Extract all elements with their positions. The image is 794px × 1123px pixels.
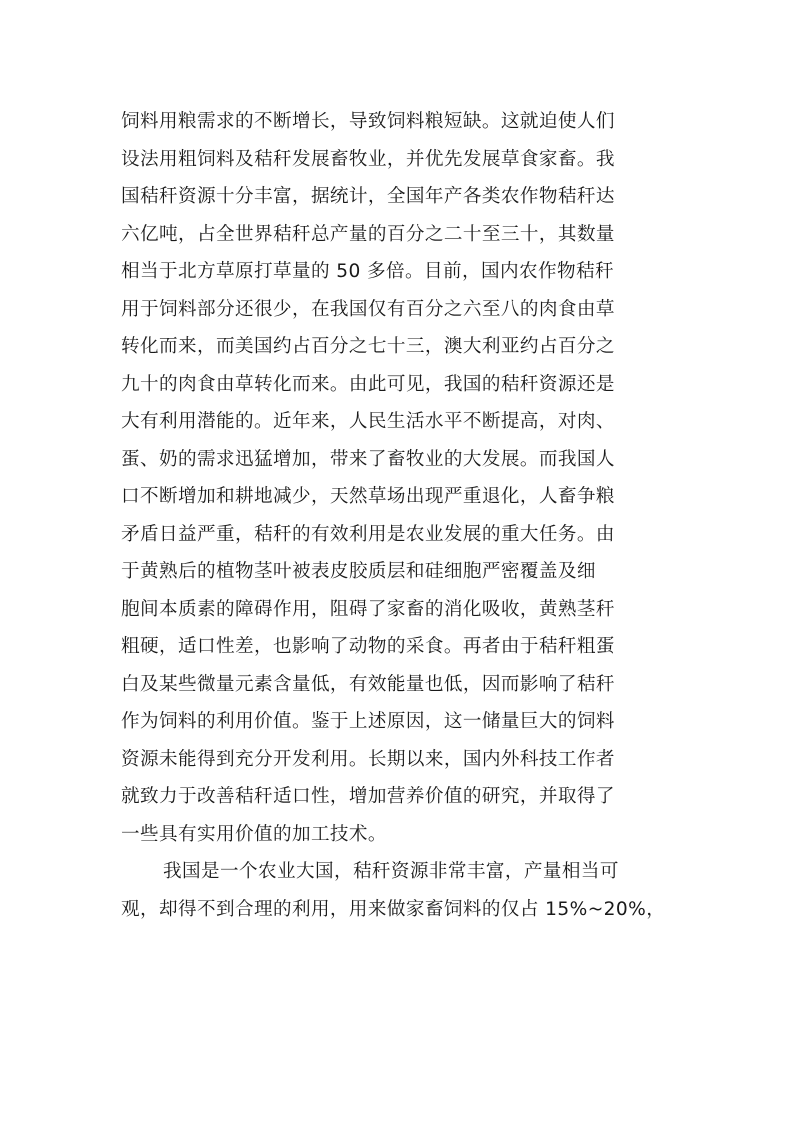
text-line: 九十的肉食由草转化而来。由此可见，我国的秸秆资源还是 — [121, 373, 615, 395]
text-line: 大有利用潜能的。近年来，人民生活水平不断提高，对肉、 — [121, 411, 615, 432]
text-line: 资源未能得到充分开发利用。长期以来，国内外科技工作者 — [121, 748, 615, 770]
text-line: 设法用粗饲料及秸秆发展畜牧业，并优先发展草食家畜。我 — [121, 148, 615, 170]
text-line: 口不断增加和耕地减少，天然草场出现严重退化，人畜争粮 — [121, 486, 615, 507]
text-line: 作为饲料的利用价值。鉴于上述原因，这一储量巨大的饲料 — [121, 711, 615, 732]
text-line: 转化而来，而美国约占百分之七十三，澳大利亚约占百分之 — [121, 336, 615, 357]
text-line: 矛盾日益严重，秸秆的有效利用是农业发展的重大任务。由 — [121, 523, 615, 545]
text-line: 一些具有实用价值的加工技术。 — [121, 823, 387, 845]
text-line: 粗硬，适口性差，也影响了动物的采食。再者由于秸秆粗蛋 — [121, 636, 615, 657]
paragraph-2 — [121, 853, 681, 928]
text-line: 观，却得不到合理的利用，用来做家畜饲料的仅占 15%~20%， — [121, 898, 666, 920]
body-text — [121, 103, 681, 928]
text-line: 就致力于改善秸秆适口性，增加营养价值的研究，并取得了 — [121, 786, 615, 807]
text-line: 相当于北方草原打草量的 50 多倍。目前，国内农作物秸秆 — [121, 261, 614, 282]
text-line: 国秸秆资源十分丰富，据统计，全国年产各类农作物秸秆达 — [121, 186, 615, 207]
text-line: 我国是一个农业大国，秸秆资源非常丰富，产量相当可 — [163, 861, 619, 882]
paragraph-1 — [121, 103, 681, 853]
text-line: 于黄熟后的植物茎叶被表皮胶质层和硅细胞严密覆盖及细 — [121, 561, 596, 582]
text-line: 白及某些微量元素含量低，有效能量也低，因而影响了秸秆 — [121, 673, 615, 695]
text-line: 用于饲料部分还很少，在我国仅有百分之六至八的肉食由草 — [121, 298, 615, 320]
text-line: 胞间本质素的障碍作用，阻碍了家畜的消化吸收，黄熟茎秆 — [121, 598, 615, 620]
text-line: 蛋、奶的需求迅猛增加，带来了畜牧业的大发展。而我国人 — [121, 448, 615, 470]
text-line: 饲料用粮需求的不断增长，导致饲料粮短缺。这就迫使人们 — [121, 111, 615, 132]
text-line: 六亿吨，占全世界秸秆总产量的百分之二十至三十，其数量 — [121, 223, 615, 245]
